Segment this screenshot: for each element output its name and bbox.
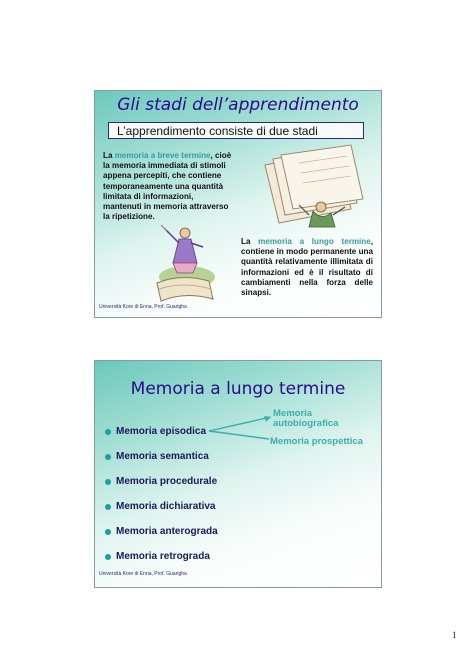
list-item [105, 469, 218, 494]
list-item [105, 544, 218, 569]
bullet-dot-icon [105, 429, 111, 435]
long-term-memory-paragraph [241, 237, 373, 298]
list-item [105, 444, 218, 469]
list-item-label: Memoria anterograda [116, 526, 218, 537]
list-item [105, 519, 218, 544]
short-term-highlight: memoria a breve termine [114, 151, 211, 160]
slide-1 [94, 90, 382, 318]
bullet-dot-icon [105, 504, 111, 510]
slide-1-title: Gli stadi dell’apprendimento [117, 95, 359, 115]
long-term-rest: , contiene in modo permanente una quantità relativamente illimitata di informazioni ed è il risultato di cambiamenti nella forza delle sinapsi. [241, 237, 374, 298]
branch-autobiographical: Memoria autobiografica [273, 408, 339, 429]
memory-types-list [105, 419, 218, 569]
slide-1-subtitle: L’apprendimento consiste di due stadi [108, 122, 364, 139]
long-term-highlight: memoria a lungo termine [258, 237, 371, 246]
long-term-lead: La [241, 237, 251, 246]
bullet-dot-icon [105, 554, 111, 560]
branch-arrows [207, 413, 277, 443]
list-item-label: Memoria retrograda [116, 551, 210, 562]
slide-2 [94, 360, 382, 588]
slide-2-title: Memoria a lungo termine [130, 379, 346, 399]
page-number: 1 [452, 630, 457, 640]
bullet-dot-icon [105, 529, 111, 535]
list-item-label: Memoria dichiarativa [116, 501, 216, 512]
list-item-label: Memoria semantica [116, 451, 209, 462]
list-item-label: Memoria episodica [116, 426, 207, 437]
bullet-dot-icon [105, 479, 111, 485]
branch-prospective: Memoria prospettica [270, 436, 363, 447]
short-term-rest: , cioè la memoria immediata di stimoli appena percepiti, che contiene temporaneamente una quantità limitata di informazioni, mantenuti in memoria attraverso la ripetizione. [103, 151, 232, 222]
list-item [105, 419, 218, 444]
list-item [105, 494, 218, 519]
short-term-memory-paragraph [103, 151, 233, 222]
woman-on-books-illustration [151, 217, 231, 307]
slide-1-footer: Università Kore di Enna, Prof. Guarigha [99, 304, 187, 310]
list-item-label: Memoria procedurale [116, 476, 218, 487]
slide-2-footer: Università Kore di Enna, Prof. Guarigha [99, 571, 187, 577]
papers-illustration [251, 143, 377, 233]
bullet-dot-icon [105, 454, 111, 460]
short-term-lead: La [103, 151, 113, 160]
